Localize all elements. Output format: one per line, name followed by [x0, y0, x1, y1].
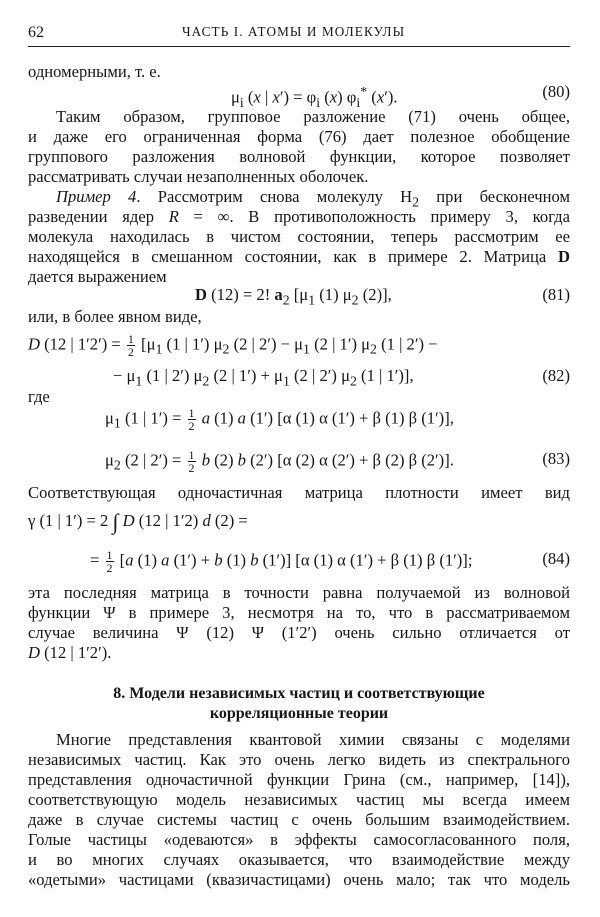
- section-title: корреляционные теории: [209, 705, 389, 722]
- text-line: группового разложения волновой функции, которое позволяет: [28, 147, 570, 166]
- header-rule: [28, 46, 570, 47]
- equation-84-line-2: = $\frac{1}{2}$ [a (1) a (1′) + b (1) b (1′)] [α (1) α (1′) + β (1) β (1′)];: [90, 548, 473, 575]
- text-line: D (12 | 1′2′).: [28, 643, 112, 662]
- equation-82-line-2: − $\mu_1$ (1 | 2′) $\mu_2$ (2 | $1') + \mu_1$ (2 | 2′) $\mu_2$ (1 | 1′)],: [113, 366, 414, 389]
- text-line: Голые частицы «одеваются» в эффекты самосогласованного поля,: [28, 830, 570, 849]
- equation-number-82: (82): [542, 366, 570, 385]
- equation-number-83: (83): [542, 449, 570, 468]
- text-line: Соответствующая одночастичная матрица плотности имеет вид: [28, 483, 570, 502]
- equation-82-line-1: D (12 | 1′2′) = $\frac{1}{2}$ [$\mu_1$ (1 | 1′) $\mu_2$ (2 | $2') - \mu_1$ (2 | 1′) $\mu_2$ (1 | 2′) −: [28, 332, 438, 359]
- running-title: ЧАСТЬ I. АТОМЫ И МОЛЕКУЛЫ: [182, 24, 406, 39]
- text-line: и во многих случаях оказывается, что взаимодействие между: [28, 850, 570, 869]
- equation-81: D (12) = 2! $a_2$ [$\mu_1$ (1) $\mu_2$ (2)],: [195, 285, 392, 308]
- text-line: функции Ψ в примере 3, несмотря на то, что в рассматриваемом: [28, 603, 570, 622]
- text-line: Таким образом, групповое разложение (71) очень общее,: [56, 107, 570, 126]
- text-line: независимых частиц. Как это очень легко видеть из спектрального: [28, 750, 570, 769]
- text-line: одномерными, т. е.: [28, 62, 161, 81]
- text-line: представления одночастичной функции Грина (см., например, [14]),: [28, 770, 570, 789]
- text-line: даже в случае системы частиц с очень большим взаимодействием.: [28, 810, 570, 829]
- section-title: 8. Модели независимых частиц и соответствующие: [113, 685, 485, 702]
- text-line: находящейся в смешанном состоянии, как в примере 2. Матрица D: [28, 247, 570, 266]
- text-line: или, в более явном виде,: [28, 307, 202, 326]
- text-line: и даже его ограниченная форма (76) дает полезное обобщение: [28, 127, 570, 146]
- equation-83-line-2: $\mu_2$ (2 | 2′) = $\frac{1}{2}$ b (2) b (2′) [α (2) α (2′) + β (2) β (2′)].: [105, 448, 454, 475]
- equation-number-80: (80): [542, 82, 570, 101]
- equation-number-81: (81): [542, 285, 570, 304]
- text-line: рассматривать случаи незаполненных оболочек.: [28, 167, 369, 186]
- equation-84-line-1: γ (1 | 1′) = 2 ∫ D (12 | 1′2) d (2) =: [28, 509, 248, 535]
- text-line: дается выражением: [28, 267, 167, 286]
- text-line: молекула находилась в чистом состоянии, теперь рассмотрим ее: [28, 227, 570, 246]
- text-line: эта последняя матрица в точности равна получаемой из волновой: [28, 583, 570, 602]
- text-line: Многие представления квантовой химии связаны с моделями: [56, 730, 570, 749]
- text-line: «одетыми» частицами (квазичастицами) очень мало; так что модель: [28, 870, 570, 889]
- page-number: 62: [28, 24, 44, 41]
- text-line: где: [28, 387, 50, 406]
- equation-83-line-1: $\mu_1$ (1 | 1′) = $\frac{1}{2}$ a (1) a (1′) [α (1) α (1′) + β (1) β (1′)],: [105, 406, 454, 433]
- equation-80: $\mu_i$ (x | $x') = \varphi_i$ (x) $\varphi_i^*$ (x′).: [231, 84, 398, 110]
- text-line: разведении ядер R = ∞. В противоположность примеру 3, когда: [28, 207, 570, 226]
- text-line: Пример 4. Рассмотрим снова молекулу $H_2$ при бесконечном: [56, 187, 571, 210]
- text-line: случае величина Ψ (12) Ψ (1′2′) очень сильно отличается от: [28, 623, 570, 642]
- text-line: соответствующую модель независимых частиц мы всегда имеем: [28, 790, 570, 809]
- equation-number-84: (84): [542, 549, 570, 568]
